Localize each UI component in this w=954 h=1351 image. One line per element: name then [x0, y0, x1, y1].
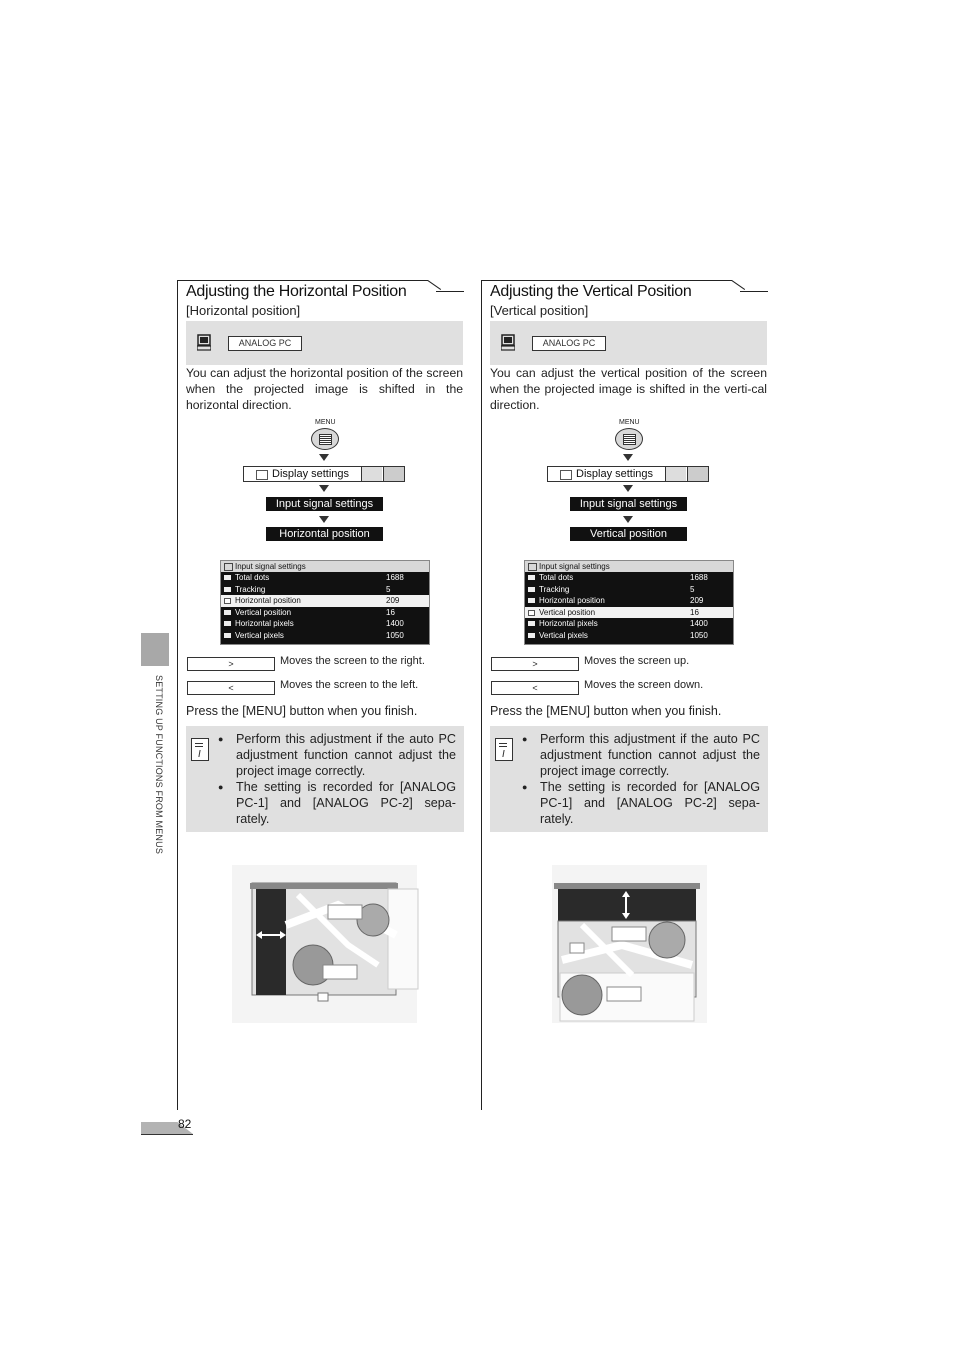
- screen-row: [221, 618, 429, 630]
- right-key-description: Moves the screen to the right.: [280, 655, 425, 667]
- description: You can adjust the vertical position of the screen when the projected image is shifted in the verti-cal direction.: [490, 366, 767, 412]
- section-header-tail: [740, 291, 768, 292]
- display-settings-label: Display settings: [576, 468, 654, 480]
- input-signal-settings-bar: Input signal settings: [570, 497, 687, 511]
- section-header-slant: [731, 280, 745, 290]
- screen-header: Input signal settings: [525, 561, 733, 572]
- analog-pc-tag: ANALOG PC: [532, 336, 606, 351]
- down-arrow-icon: [319, 485, 329, 492]
- left-key-box: <: [187, 681, 275, 695]
- screen-row-label: Horizontal position: [235, 596, 301, 605]
- screen-row-label: Tracking: [235, 584, 266, 594]
- screen-row-label: Total dots: [539, 573, 574, 582]
- input-signal-screen: [220, 560, 430, 645]
- note-item: ● The setting is recorded for [ANALOG PC-1] and [ANALOG PC-2] sepa-rately.: [524, 779, 760, 827]
- section-title: Adjusting the Horizontal Position: [186, 283, 407, 300]
- note-list: [524, 731, 760, 827]
- screen-row-value: 5: [386, 584, 391, 594]
- section-subtitle: [Horizontal position]: [186, 303, 301, 318]
- note-item: ● The setting is recorded for [ANALOG PC-1] and [ANALOG PC-2] sepa-rately.: [220, 779, 456, 827]
- screen-row: [221, 630, 429, 642]
- screen-row-label: Total dots: [235, 573, 270, 582]
- screen-row-value: 1400: [690, 619, 708, 628]
- screen-row-value: 16: [386, 607, 395, 617]
- projector-icon: [687, 467, 708, 481]
- left-key-description: Moves the screen to the left.: [280, 679, 419, 691]
- menu-label: MENU: [619, 419, 640, 426]
- screen-row-selected: [525, 607, 733, 619]
- screen-row-label: Horizontal pixels: [539, 619, 598, 628]
- checkbox-icon: [560, 470, 572, 480]
- computer-icon: [501, 334, 515, 351]
- menu-button-icon: [615, 428, 643, 450]
- page-number: 82: [178, 1117, 192, 1131]
- down-key-box: <: [491, 681, 579, 695]
- screen-row-value: 1688: [690, 573, 708, 582]
- projector-icon: [383, 467, 404, 481]
- section-tab-marker: [141, 633, 169, 666]
- menu-button-icon: [311, 428, 339, 450]
- menu-label: MENU: [315, 419, 336, 426]
- finish-instruction: Press the [MENU] button when you finish.: [186, 704, 418, 718]
- input-source-box: [490, 321, 767, 365]
- page-number-rule: [141, 1134, 193, 1135]
- screen-row-value: 1688: [386, 573, 404, 582]
- section-header-rule: [482, 280, 732, 281]
- vertical-position-section: [482, 280, 772, 1110]
- screen-header: Input signal settings: [221, 561, 429, 572]
- vertical-shift-illustration: [552, 865, 712, 1025]
- section-header-rule: [178, 280, 428, 281]
- up-key-description: Moves the screen up.: [584, 655, 690, 667]
- up-key-box: >: [491, 657, 579, 671]
- display-settings-bar: [547, 466, 709, 482]
- screen-row: [525, 584, 733, 596]
- down-key-description: Moves the screen down.: [584, 679, 704, 691]
- screen-row-value: 1400: [386, 619, 404, 628]
- down-arrow-icon: [623, 516, 633, 523]
- analog-pc-tag: ANALOG PC: [228, 336, 302, 351]
- screen-row-value: 16: [690, 607, 699, 617]
- section-title: Adjusting the Vertical Position: [490, 283, 692, 300]
- grid-icon: [361, 467, 382, 481]
- screen-row-label: Horizontal pixels: [235, 619, 294, 628]
- screen-row-value: 5: [690, 584, 695, 594]
- horizontal-position-section: [178, 280, 468, 1110]
- screen-row-selected: [221, 595, 429, 607]
- grid-icon: [665, 467, 686, 481]
- horizontal-shift-illustration: [228, 865, 423, 1025]
- screen-row-value: 209: [386, 596, 400, 605]
- screen-row-label: Vertical position: [539, 607, 596, 617]
- section-side-label: SETTING UP FUNCTIONS FROM MENUS: [154, 675, 164, 855]
- down-arrow-icon: [623, 454, 633, 461]
- checkbox-icon: [256, 470, 268, 480]
- vertical-position-bar: Vertical position: [570, 527, 687, 541]
- screen-row-value: 209: [690, 596, 704, 605]
- down-arrow-icon: [319, 454, 329, 461]
- display-settings-label: Display settings: [272, 468, 350, 480]
- screen-row: [221, 572, 429, 584]
- screen-row: [221, 607, 429, 619]
- down-arrow-icon: [319, 516, 329, 523]
- screen-row: [525, 630, 733, 642]
- input-signal-screen: [524, 560, 734, 645]
- computer-icon: [197, 334, 211, 351]
- note-box: [490, 726, 768, 832]
- description: You can adjust the horizontal position of the screen when the projected image is shifted in the horizontal direction.: [186, 366, 463, 412]
- screen-row-value: 1050: [386, 630, 404, 640]
- note-list: [220, 731, 456, 827]
- screen-row-label: Vertical pixels: [539, 630, 588, 640]
- screen-row-value: 1050: [690, 630, 708, 640]
- screen-row: [221, 584, 429, 596]
- right-key-box: >: [187, 657, 275, 671]
- finish-instruction: Press the [MENU] button when you finish.: [490, 704, 722, 718]
- note-icon: [495, 738, 513, 761]
- input-source-box: [186, 321, 463, 365]
- down-arrow-icon: [623, 485, 633, 492]
- screen-row-label: Tracking: [539, 584, 570, 594]
- section-header-slant: [427, 280, 441, 290]
- note-icon: [191, 738, 209, 761]
- screen-row: [525, 572, 733, 584]
- screen-row-label: Horizontal position: [539, 596, 605, 605]
- screen-row-label: Vertical position: [235, 607, 292, 617]
- note-item: ● Perform this adjustment if the auto PC adjustment function cannot adjust the project image correctly.: [220, 731, 456, 779]
- section-subtitle: [Vertical position]: [490, 303, 589, 318]
- display-settings-bar: [243, 466, 405, 482]
- note-item: ● Perform this adjustment if the auto PC adjustment function cannot adjust the project image correctly.: [524, 731, 760, 779]
- input-signal-settings-bar: Input signal settings: [266, 497, 383, 511]
- section-header-tail: [436, 291, 464, 292]
- screen-row: [525, 595, 733, 607]
- horizontal-position-bar: Horizontal position: [266, 527, 383, 541]
- note-box: [186, 726, 464, 832]
- screen-row: [525, 618, 733, 630]
- screen-row-label: Vertical pixels: [235, 630, 284, 640]
